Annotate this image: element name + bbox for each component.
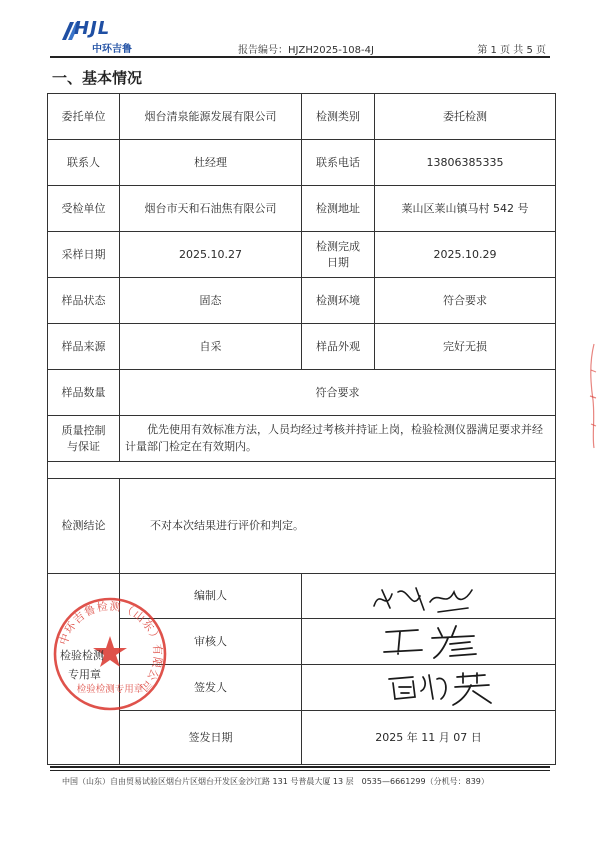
value-test-environment: 符合要求 (443, 293, 487, 307)
label-test-category: 检测类别 (316, 109, 360, 123)
label-sample-source: 样品来源 (61, 339, 106, 353)
value-test-address: 莱山区莱山镇马村 542 号 (401, 201, 529, 215)
value-test-category: 委托检测 (443, 109, 487, 123)
row-divider (48, 461, 555, 462)
value-contact: 杜经理 (194, 155, 227, 169)
logo-cn: 中环吉鲁 (92, 44, 132, 55)
footer-address: 中国（山东）自由贸易试验区烟台片区烟台开发区金沙江路 131 号普晨大厦 13 层 0535—6661299（分机号：839） (62, 777, 489, 786)
label-reviewer: 审核人 (194, 634, 227, 648)
footer-rule (50, 766, 550, 768)
label-conclusion: 检测结论 (61, 519, 106, 532)
issuer-signature (383, 669, 503, 707)
label-quality-control-line2: 与保证 (67, 439, 100, 453)
seal-inner-text: 检验检测专用章 (76, 684, 144, 695)
label-quality-control-line1: 质量控制 (61, 423, 106, 437)
value-sample-state: 固态 (199, 293, 222, 307)
conclusion-text: 不对本次结果进行评价和判定。 (150, 519, 304, 532)
label-inspected-unit: 受检单位 (61, 201, 106, 215)
label-sample-quantity: 样品数量 (61, 385, 106, 399)
label-sample-appearance: 样品外观 (316, 339, 360, 353)
label-issue-date: 签发日期 (188, 730, 233, 744)
value-phone: 13806385335 (426, 155, 504, 169)
stamp-note-line2: 专用章 (68, 668, 101, 681)
label-compiler: 编制人 (194, 589, 227, 602)
company-logo (60, 18, 140, 55)
report-number: 报告编号：HJZH2025-108-4J (238, 45, 374, 56)
value-sample-appearance: 完好无损 (443, 339, 487, 353)
value-inspected-unit: 烟台市天和石油焦有限公司 (144, 201, 277, 215)
value-issue-date: 2025 年 11 月 07 日 (375, 730, 482, 744)
section-title: 一、基本情况 (52, 69, 143, 87)
label-contact: 联系人 (67, 155, 100, 169)
label-completion-date-line1: 检测完成 (316, 239, 360, 253)
row-divider (48, 415, 555, 416)
page-header (50, 14, 550, 58)
reviewer-signature (378, 622, 488, 662)
label-test-environment: 检测环境 (316, 293, 360, 307)
label-sampling-date: 采样日期 (61, 247, 106, 261)
value-sample-quantity: 符合要求 (315, 385, 360, 399)
compiler-signature (368, 582, 488, 616)
label-phone: 联系电话 (316, 155, 360, 169)
label-completion-date-line2: 日期 (327, 255, 349, 269)
label-test-address: 检测地址 (316, 201, 360, 215)
value-sample-source: 自采 (199, 339, 222, 353)
edge-seal-fragment (588, 340, 597, 450)
header-rule (50, 56, 550, 58)
seal-ring-text: 中环吉鲁检测（山东）有限公司 (56, 599, 165, 695)
label-client: 委托单位 (61, 109, 106, 123)
label-quality-control (48, 416, 119, 461)
stamp-note-line1: 检验检测 (60, 649, 104, 662)
value-completion-date: 2025.10.29 (433, 247, 497, 261)
value-sampling-date: 2025.10.27 (179, 247, 242, 261)
label-issuer: 签发人 (194, 680, 227, 694)
page-number: 第 1 页 共 5 页 (477, 45, 546, 56)
label-completion-date (302, 232, 374, 277)
logo-text: HJL (74, 18, 111, 39)
quality-control-text: 优先使用有效标准方法，人员均经过考核并持证上岗，检验检测仪器满足要求并经计量部门检定在有效期内。 (125, 423, 543, 453)
footer-rule-thin (50, 770, 550, 771)
value-client: 烟台清泉能源发展有限公司 (144, 109, 277, 123)
label-sample-state: 样品状态 (61, 293, 106, 307)
